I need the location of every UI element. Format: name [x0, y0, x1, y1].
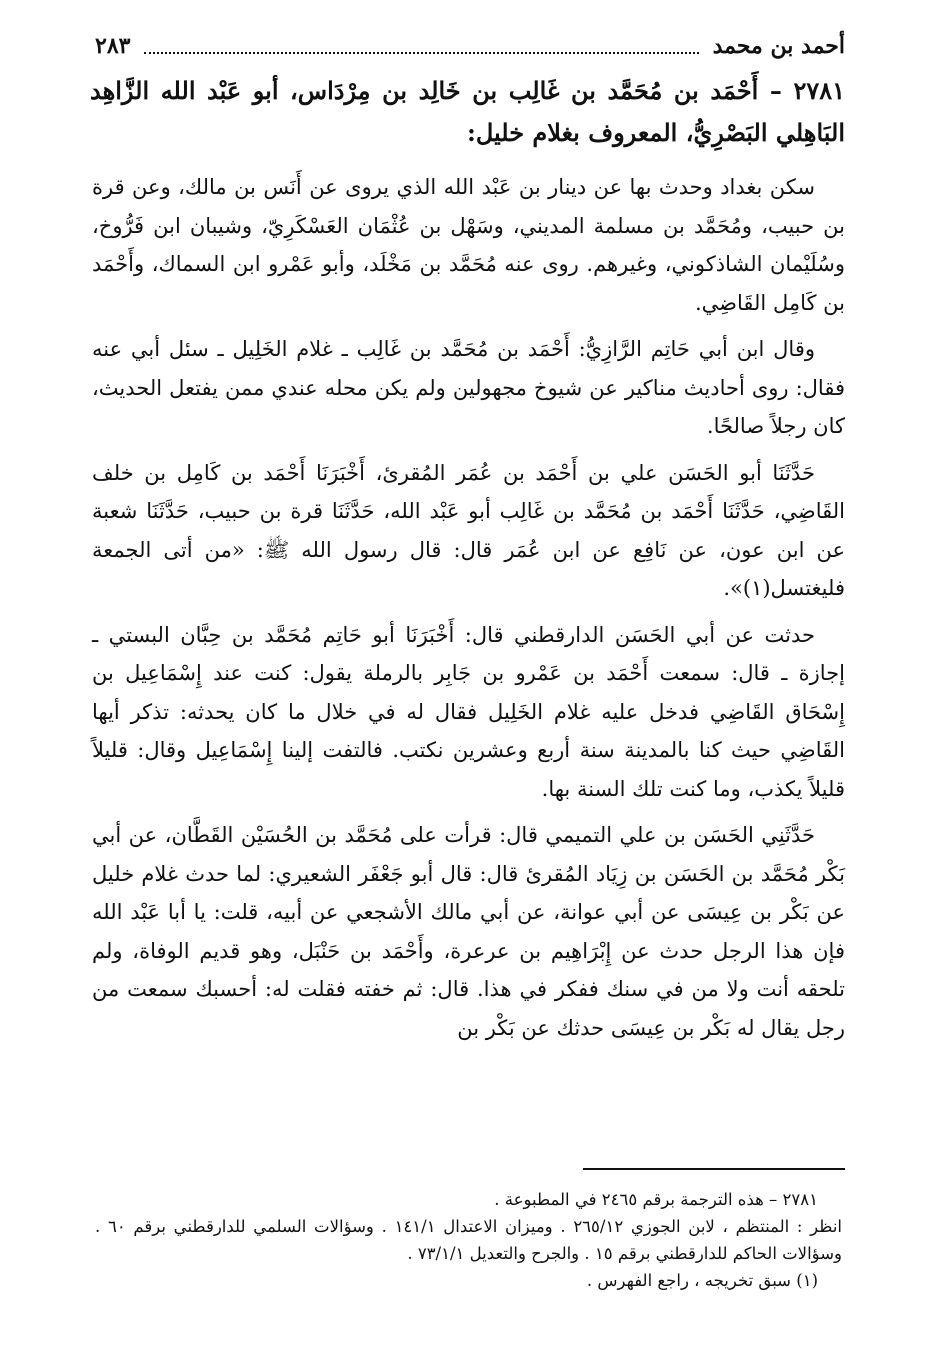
paragraph-hadith: حَدَّثَنَا أبو الحَسَن علي بن أَحْمَد بن عُمَر المُقرئ، أَخْبَرَنَا أَحْمَد بن كَامِل بن خلف القَاضِي، حَدَّثَنَا أَحْمَد بن مُحَمَّد بن غَالِب أبو عَبْد الله، حَدَّثَنَا قرة بن حبيب، حَدَّثَنَا شعبة عن ابن عون، عن نَافِع عن ابن عُمَر قال: قال رسول الله ﷺ: «من أتى الجمعة فليغتسل(١)».	[92, 460, 845, 600]
paragraph-tamimi: حَدَّثَنِي الحَسَن بن علي التميمي قال: قرأت على مُحَمَّد بن الحُسَيْن القَطَّان، عن أبي بَكْر مُحَمَّد بن الحَسَن بن زِيَاد المُقرئ قال: قال أبو جَعْفَر الشعيري: لما حدث غلام خليل عن بَكْر بن عِيسَى عن أبي عوانة، عن أبي مالك الأشجعي عن أبيه، قلت: يا أبا عَبْد الله فإن هذا الرجل حدث عن إِبْرَاهِيم بن عرعرة، وأَحْمَد بن حَنْبَل، وهو قديم الوفاة، ولم تلحقه أنت ولا من في سنك ففكر في هذا. قال: ثم خفته فقلت له: أحسبك سمعت من رجل يقال له بَكْر بن عِيسَى حدثك عن بَكْر بن	[92, 823, 845, 1040]
footnote-sources: انظر : المنتظم ، لابن الجوزي ٢٦٥/١٢ . وميزان الاعتدال ١٤١/١ . وسؤالات السلمي للدارقطني برقم ٦٠ . وسؤالات الحاكم للدارقطني برقم ١٥ . والجرح والتعديل ٧٣/١/١ .	[95, 1217, 842, 1263]
footnotes	[95, 1186, 842, 1294]
leader-dots	[144, 38, 698, 54]
running-title: أحمد بن محمد	[712, 33, 845, 59]
entry-body	[92, 168, 845, 1055]
footnote-1: (١) سبق تخريجه ، راجع الفهرس .	[586, 1271, 818, 1290]
footnote-divider	[583, 1168, 845, 1170]
paragraph-residence: سكن بغداد وحدث بها عن دينار بن عَبْد الله الذي يروى عن أَنَس بن مالك، وعن قرة بن حبيب، ومُحَمَّد بن مسلمة المديني، وسَهْل بن عُثْمَان العَسْكَرِيّ، وشيبان ابن فَرُّوخ، وسُلَيْمان الشاذكوني، وغيرهم. روى عنه مُحَمَّد بن مَخْلَد، وأبو عَمْرو ابن السماك، وأَحْمَد بن كَامِل القَاضِي.	[92, 175, 845, 315]
page-number: ٢٨٣	[95, 33, 131, 59]
paragraph-darqutni: حدثت عن أبي الحَسَن الدارقطني قال: أَخْبَرَنَا أبو حَاتِم مُحَمَّد بن حِبَّان البستي ـ إجازة ـ قال: سمعت أَحْمَد بن عَمْرو بن جَابِر بالرملة يقول: كنت عند إِسْمَاعِيل بن إِسْحَاق القَاضِي فدخل عليه غلام الخَلِيل فقال له في خلال ما كان يحدثه: تذكر أيها القَاضِي حيث كنا بالمدينة سنة أربع وعشرين نكتب. فالتفت إلينا إِسْمَاعِيل وقال: قليلاً قليلاً يكذب، وما كنت تلك السنة بها.	[92, 622, 845, 801]
entry-title: ٢٧٨١ – أَحْمَد بن مُحَمَّد بن غَالِب بن خَالِد بن مِرْدَاس، أبو عَبْد الله الزَّاهِد البَاهِلي البَصْرِيُّ، المعروف بغلام خليل:	[90, 76, 845, 147]
paragraph-ibn-abi-hatim: وقال ابن أبي حَاتِم الرَّازِيُّ: أَحْمَد بن مُحَمَّد بن غَالِب ـ غلام الخَلِيل ـ سئل أبي عنه فقال: روى أحاديث مناكير عن شيوخ مجهولين ولم يكن محله عندي ممن يفتعل الحديث، كان رجلاً صالحًا.	[92, 337, 845, 438]
footnote-entry-note: ٢٧٨١ – هذه الترجمة برقم ٢٤٦٥ في المطبوعة .	[494, 1190, 818, 1209]
page-header	[95, 30, 845, 63]
